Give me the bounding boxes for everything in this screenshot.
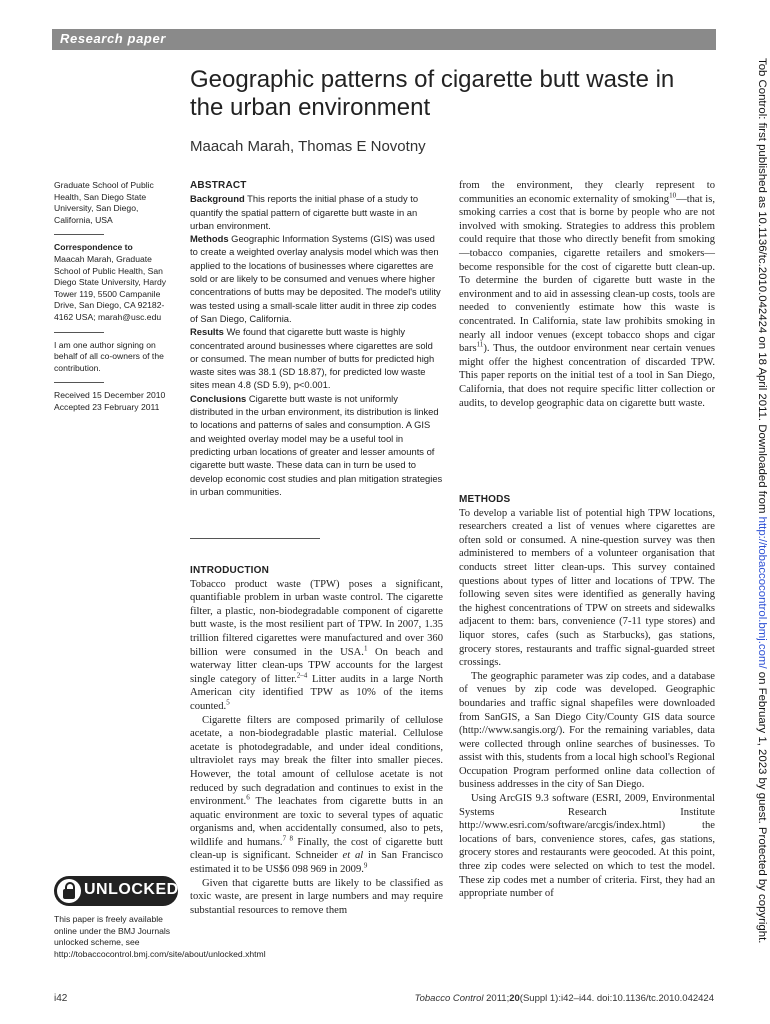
section-banner [52, 29, 716, 50]
abstract-methods-label: Methods [190, 233, 229, 245]
methods-heading: METHODS [459, 494, 511, 505]
copyright-sidebar [756, 58, 768, 1018]
sidebar-link[interactable]: http://tobaccocontrol.bmj.com/ [756, 516, 768, 669]
page-number: i42 [54, 993, 68, 1004]
journal-citation: Tobacco Control 2011;20(Suppl 1):i42–i44. doi:10.1136/tc.2010.042424 [414, 993, 714, 1004]
abstract-methods: Geographic Information Systems (GIS) was used to create a weighted overlay analysis model which was then applied to the locations of businesses where cigarettes are sold or are likely to be consumed and venues where higher concentrations of butts may be deposited. The model's utility was tested using a small-scale litter audit in three zip codes of San Diego, California. [190, 233, 441, 324]
abstract-heading: ABSTRACT [190, 180, 247, 191]
introduction-paragraph: Given that cigarette butts are likely to be classified as toxic waste, are present in large numbers and may require substantial resources to remove them [190, 877, 443, 916]
introduction-section [190, 564, 443, 917]
divider [54, 234, 104, 235]
reference: 1 [363, 644, 368, 653]
introduction-paragraph: Tobacco product waste (TPW) poses a significant, quantifiable problem in urban waste control. The cigarette filter, a plastic, non-biodegradable component of cigarette butt waste, is the most resilient part of TPW. In 2007, 1.35 trillion filtered cigarettes were manufactured and over 360 billion were consumed in the USA.$^1$ On beach and waterway litter clean-ups TPW accounts for the largest single category of litter.$^{2-4}$ Litter audits in a large North American city identified TPW as 10% of the items counted.$^5$ [190, 578, 444, 712]
received-date: Received 15 December 2010 [54, 390, 166, 401]
abstract [190, 179, 443, 498]
abstract-background: This reports the initial phase of a study to quantify the spatial pattern of cigarette butt waste in an urban environment. [190, 193, 419, 231]
reference: 10 [669, 191, 677, 200]
unlocked-note: This paper is freely available online under the BMJ Journals unlocked scheme, see http://tobaccocontrol.bmj.com/site/about/unlocked.xhtml [54, 914, 266, 959]
methods-paragraph: The geographic parameter was zip codes, and a database of venues by zip code was developed. Geographic boundaries and traffic signal shapefiles were downloaded from SanGIS, a San Diego City/County GIS data source (http://www.sangis.org/). For the remaining variables, data were collected through online searches of businesses. To assist with this, students from a local high school's Regional Occupation Program performed online data collection of business addresses in the city of San Diego. [459, 670, 715, 791]
abstract-background-label: Background [190, 193, 245, 205]
divider [54, 382, 104, 383]
reference: 5 [226, 698, 230, 707]
article-title: Geographic patterns of cigarette butt waste in the urban environment [190, 66, 675, 121]
divider [54, 332, 104, 333]
methods-paragraph: Using ArcGIS 9.3 software (ESRI, 2009, Environmental Systems Research Institute http://www.esri.com/software/arcgis/index.html) the locations of bars, convenience stores, cafes, gas stations, grocery stores and restaurants were geocoded. At this point, three zip codes were selected on which to test the model. These zip codes met a number of criteria. First, they had an appropriate number of [459, 793, 715, 900]
sidebar-suffix: on February 1, 2023 by guest. Protected by copyright. [756, 668, 768, 944]
reference: 2–4 [296, 671, 308, 680]
correspondence-heading: Correspondence to [54, 242, 133, 253]
affiliation-column [54, 180, 178, 414]
padlock-icon [57, 879, 81, 903]
accepted-date: Accepted 23 February 2011 [54, 401, 160, 412]
methods-paragraph: To develop a variable list of potential high TPW locations, researchers created a list of venues where cigarettes are often sold or consumed. A nine-question survey was then administered to members of a volunteer organisation that conducts street litter clean-ups. This survey contained questions about types of litter and locations of TPW. The following seven sites were identified as generally having the highest concentrations of TPW on streets and sidewalks adjacent to them: bars, convenience (7-11 type stores) and liquor stores, cafes (such as Starbucks), gas stations, grocery stores, restaurants and traffic signal-guarded street crossings. [459, 507, 715, 669]
reference: 6 [246, 793, 250, 802]
reference: 11 [476, 340, 484, 349]
introduction-heading: INTRODUCTION [190, 565, 270, 576]
introduction-paragraph: Cigarette filters are composed primarily of cellulose acetate, a non-biodegradable plastic material. Cellulose acetate is photodegradable, and under ideal conditions, ultraviolet rays may break the filter into smaller pieces. However, the total amount of cellulose acetate is not reduced by such degradation and continues to exist in the environment.$^6$ The leachates from cigarette butts in an aquatic environment are toxic to several types of aquatic organisms and, when accidentally consumed, also to pets, wildlife and humans.$^{7 8}$ Finally, the cost of cigarette butt clean-up is significant. Schneider et al in San Francisco estimated it to be US$6 098 969 in 2009.$^9$ [190, 714, 443, 876]
reference: 7 8 [282, 834, 294, 843]
sidebar-prefix: Tob Control: first published as 10.1136/tc.2010.042424 on 18 April 2011. Downloaded from [756, 58, 768, 517]
methods-section [459, 493, 715, 901]
introduction-paragraph: from the environment, they clearly represent to communities an economic externality of smoking$^{10}$—that is, smoking carries a cost that is borne by people who are not involved with smoking. Strategies to address this problem could require that those who directly benefit from smoking—tobacco companies, cigarette retailers and smokers—become responsible for the cost of cigarette butt clean-up. To determine the burden of cigarette butt waste in the environment and to aid in assessing clean-up costs, tools are needed to conveniently estimate how this waste is concentrated. In California, state law prohibits smoking in nearly all indoor venues (except tobacco shops and cigar bars$^{11}$). Thus, the outdoor environment near certain venues might offer the highest concentration of discarded TPW. This paper reports on the initial test of a tool in San Diego, California, that does not require specific litter collection or audits, to develop geographic data on cigarette butt waste. [459, 180, 716, 409]
abstract-conclusions: Cigarette butt waste is not uniformly distributed in the urban environment, its distribution is linked to locations and patterns of sales and consumption. A GIS and weighted overlay model may be a useful tool in predicting urban locations of greater and lesser amounts of cigarette butt waste. These data can in turn be used to develop economic cost studies and plan mitigation strategies in urban communities. [190, 392, 443, 497]
section-label: Research paper [60, 31, 166, 46]
correspondence-body: Maacah Marah, Graduate School of Public Health, San Diego State University, Hardy Tower 119, 5500 Campanile Drive, San Diego, CA 92182-4162 USA; marah@usc.edu [54, 253, 167, 322]
unlocked-logo [54, 876, 178, 906]
reference: 9 [363, 861, 368, 870]
divider [190, 538, 320, 539]
article-authors: Maacah Marah, Thomas E Novotny [190, 138, 426, 155]
abstract-conclusions-label: Conclusions [190, 392, 247, 404]
abstract-results-label: Results [190, 326, 224, 338]
unlocked-logo-text: UNLOCKED [84, 881, 179, 898]
abstract-results: We found that cigarette butt waste is highly concentrated around businesses where cigarettes are sold or consumed. The mean number of butts for predicted high waste sites was 38.1 (SD 18.87), for predicted low waste sites mean 4.8 (SD 5.9), p<0.001. [190, 326, 435, 391]
introduction-continued [459, 179, 715, 410]
affiliation-text: Graduate School of Public Health, San Diego State University, San Diego, California, USA [54, 180, 154, 225]
signing-note: I am one author signing on behalf of all co-owners of the contribution. [54, 339, 164, 373]
